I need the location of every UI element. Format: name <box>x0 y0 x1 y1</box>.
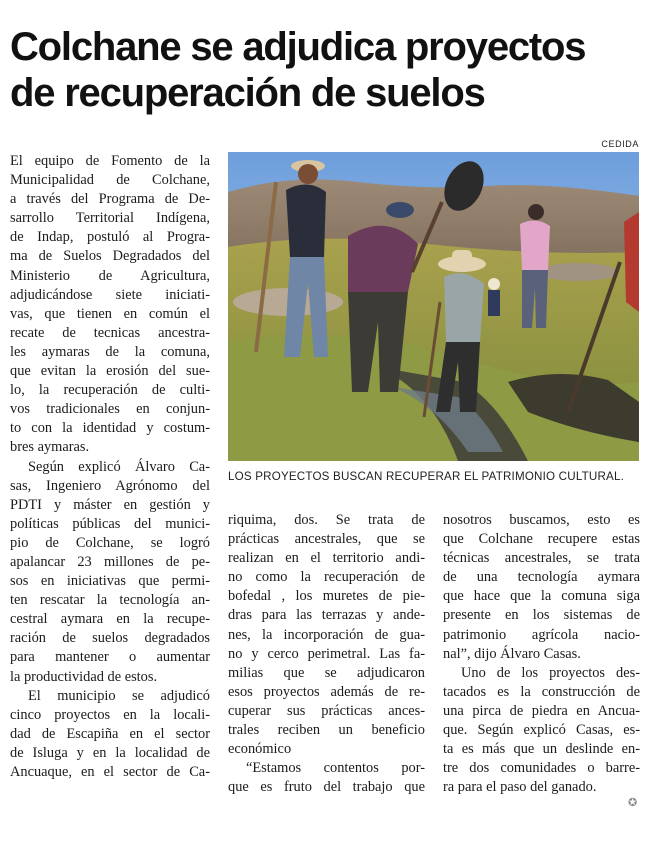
text-line: nal”, dijo Álvaro Casas. <box>443 645 581 662</box>
text-line: una pirca de piedra en Ancua- <box>443 702 640 719</box>
text-line: de una tecnología aymara <box>443 569 640 586</box>
text-line: apalancar 23 millones de pe- <box>10 553 210 570</box>
article-column-1 <box>10 152 210 782</box>
text-line: no y cerco perimetral. Las fa- <box>228 645 425 662</box>
text-line: económico <box>228 741 292 758</box>
text-line: bres aymaras. <box>10 439 90 456</box>
text-line: para mantener o aumentar <box>10 649 210 666</box>
text-line: bofedal , los muretes de pie- <box>228 588 425 605</box>
article-column-2 <box>228 511 425 797</box>
text-line: ta es más que un deslinde en- <box>443 741 640 758</box>
text-line: pio de Colchane, se logró <box>10 534 210 551</box>
text-line: que Colchane recupere estas <box>443 531 640 548</box>
text-line: cestral aymara en la recupe- <box>10 611 210 628</box>
text-line: esos proyectos además de re- <box>228 683 425 700</box>
text-line: cuperar sus prácticas ances- <box>228 702 425 719</box>
text-line: dad de Escapiña en el sector <box>10 725 210 742</box>
text-line: PDTI y máster en gestión y <box>10 496 210 513</box>
text-line: Uno de los proyectos des- <box>461 664 640 681</box>
text-line: lo, la recuperación de culti- <box>10 382 210 399</box>
text-line: Municipalidad de Colchane, <box>10 172 210 189</box>
text-line: de Indap, postuló al Progra- <box>10 229 210 246</box>
text-line: Ministerio de Agricultura, <box>10 267 210 284</box>
photo-credit: CEDIDA <box>601 139 639 149</box>
text-line: sarrollo Territorial Indígena, <box>10 210 210 227</box>
text-line: milias que se adjudicaron <box>228 664 425 681</box>
text-line: nosotros buscamos, esto es <box>443 512 640 528</box>
text-line: adjudicándose siete iniciati- <box>10 286 210 303</box>
text-line: tre dos comunidades o barre- <box>443 760 640 777</box>
photo-caption: LOS PROYECTOS BUSCAN RECUPERAR EL PATRIMONIO CULTURAL. <box>228 470 625 483</box>
text-line: sas, Ingeniero Agrónomo del <box>10 477 210 494</box>
text-line: recate de tecnicas ancestra- <box>10 324 210 341</box>
text-line: que evitan la erosión del sue- <box>10 363 210 380</box>
article-column-3 <box>443 511 640 797</box>
text-line: tacados es la construcción de <box>443 683 640 700</box>
text-line: “Estamos contentos por- <box>246 760 425 777</box>
article-photo <box>228 152 639 461</box>
headline-line-1: Colchane se adjudica proyectos <box>10 25 586 69</box>
text-line: técnicas ancestrales, se trata <box>443 550 640 567</box>
headline <box>10 24 640 116</box>
text-line: ración de suelos degradados <box>10 630 210 647</box>
text-line: no como la recuperación de <box>228 569 425 586</box>
text-line: El municipio se adjudicó <box>28 687 210 704</box>
text-line: que es fruto del trabajo que <box>228 779 425 796</box>
text-line: sos en iniciativas que permi- <box>10 573 210 590</box>
text-line: vos tradicionales en conjun- <box>10 401 210 418</box>
text-line: trales reciben un beneficio <box>228 722 425 739</box>
text-line: El equipo de Fomento de la <box>10 153 210 169</box>
text-line: ra para el paso del ganado. <box>443 779 597 796</box>
text-line: que hace que la comuna siga <box>443 588 640 605</box>
text-line: nes, la incorporación de gua- <box>228 626 425 643</box>
text-line: a través del Programa de De- <box>10 191 210 208</box>
text-line: Ancuaque, en el sector de Ca- <box>10 764 210 780</box>
headline-line-2: de recuperación de suelos <box>10 71 485 115</box>
text-line: Según explicó Álvaro Ca- <box>28 458 210 475</box>
text-line: de Isluga y en la localidad de <box>10 744 210 761</box>
text-line: presente en los sistemas de <box>443 607 640 624</box>
text-line: prácticas ancestrales, que se <box>228 531 425 548</box>
text-line: que. Según explicó Casas, es- <box>443 722 640 739</box>
text-line: vas, que tienen en común el <box>10 305 210 322</box>
text-line: les aymaras de la comuna, <box>10 343 210 360</box>
text-line: dras para las terrazas y ande- <box>228 607 425 624</box>
text-line: políticas públicas del munici- <box>10 515 210 532</box>
text-line: patrimonio agrícola nacio- <box>443 626 640 643</box>
text-line: riquima, dos. Se trata de <box>228 512 425 528</box>
end-of-article-icon: ✪ <box>628 796 638 809</box>
text-line: realizan en el territorio andi- <box>228 550 425 567</box>
text-line: ma de Suelos Degradados del <box>10 248 210 265</box>
text-line: to con la identidad y costum- <box>10 420 210 437</box>
text-line: ten rescatar la tecnología an- <box>10 592 210 609</box>
text-line: cinco proyectos en la locali- <box>10 706 210 723</box>
text-line: la productividad de estos. <box>10 668 158 685</box>
